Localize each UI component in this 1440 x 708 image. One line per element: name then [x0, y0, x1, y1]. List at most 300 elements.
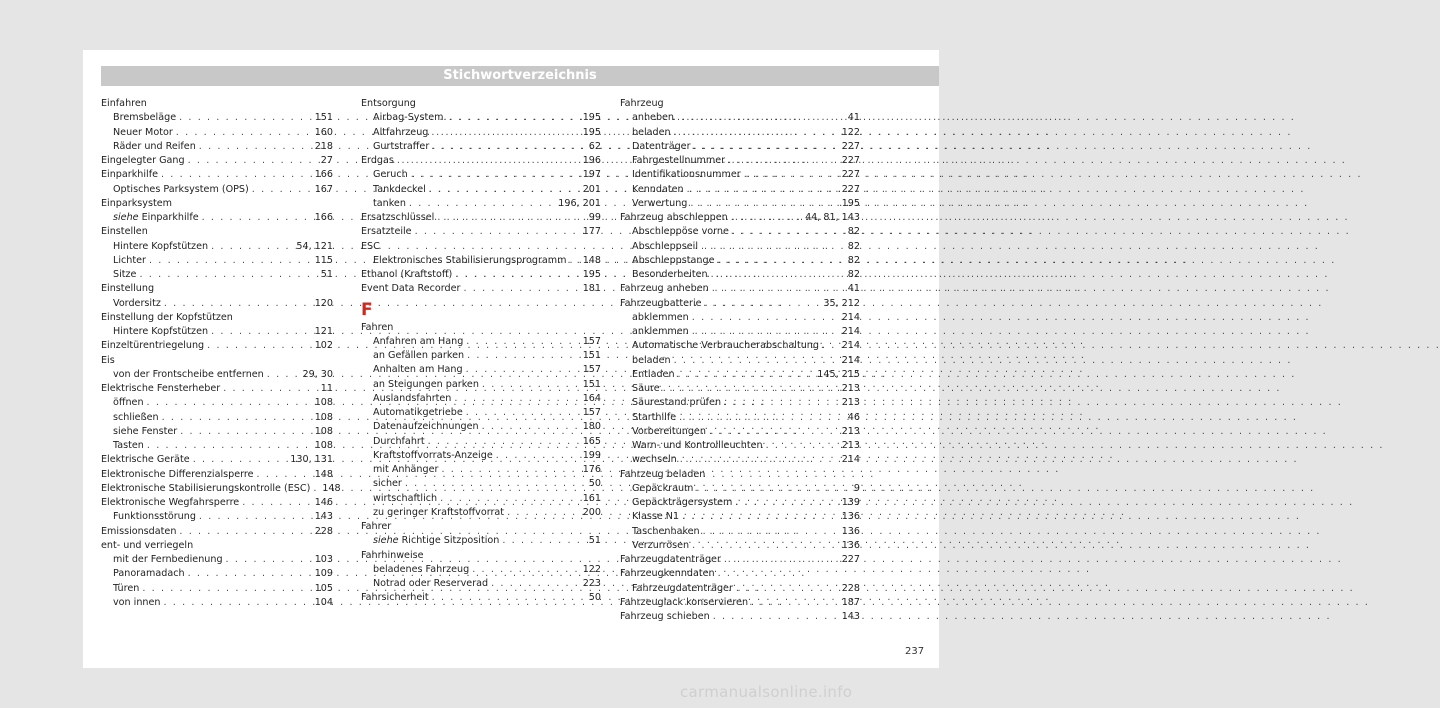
- entry-term-text: Auslandsfahrten: [373, 392, 452, 404]
- dot-leader: [450, 111, 580, 125]
- dot-leader: [502, 534, 585, 548]
- page-title: Stichwortverzeichnis: [101, 66, 939, 86]
- entry-term: [113, 111, 176, 125]
- entry-term-text: Besonderheiten: [632, 269, 708, 280]
- dot-leader: [161, 168, 312, 182]
- entry-term: [620, 282, 709, 296]
- index-heading: Fahrzeug beladen: [620, 468, 706, 480]
- entry-term: [632, 453, 677, 467]
- dot-leader: [405, 477, 586, 491]
- index-heading: Einstellung: [101, 283, 155, 295]
- entry-page: 213: [841, 425, 860, 437]
- entry-term-text: beladen: [632, 126, 671, 138]
- dot-leader: [569, 254, 579, 268]
- index-subentry: [361, 363, 601, 377]
- entry-page: 136: [841, 525, 860, 537]
- entry-term-text: Verwertung: [632, 197, 688, 209]
- entry-term: [632, 339, 819, 353]
- entry-term: [373, 111, 447, 125]
- entry-page: 213: [841, 397, 860, 409]
- dot-leader: [147, 396, 312, 410]
- index-subentry: [620, 582, 860, 596]
- page-number: 237: [905, 646, 925, 657]
- index-subentry: [620, 525, 860, 539]
- entry-page: 223: [582, 578, 601, 589]
- dot-leader: [188, 154, 318, 168]
- index-entry: [361, 154, 601, 168]
- entry-page: 227: [841, 155, 860, 166]
- entry-term-text: Räder und Reifen: [113, 140, 196, 152]
- entry-term-text: Kraftstoffvorrats-Anzeige: [373, 449, 493, 461]
- entry-term: [361, 268, 452, 282]
- entry-term: [373, 254, 566, 268]
- entry-term-text: Gurtstraffer: [373, 140, 430, 152]
- entry-term-text: Ethanol (Kraftstoff): [361, 269, 453, 280]
- index-entry: [101, 453, 333, 467]
- entry-term: [373, 392, 451, 406]
- entry-term: [101, 339, 204, 353]
- entry-page: 35, 212: [823, 297, 860, 309]
- entry-term-text: Vordersitz: [113, 297, 161, 309]
- entry-term: [373, 449, 493, 463]
- entry-term-text: Säurestand prüfen: [632, 397, 722, 409]
- dot-leader: [677, 111, 845, 125]
- entry-page: 122: [582, 563, 601, 575]
- dot-leader: [202, 211, 312, 225]
- entry-term-text: abklemmen: [632, 311, 689, 323]
- dot-leader: [692, 325, 839, 339]
- entry-term-text: Elektrische Geräte: [101, 454, 190, 466]
- entry-term: [632, 539, 689, 553]
- entry-term: [373, 463, 438, 477]
- entry-page: 200: [582, 506, 601, 518]
- entry-term: [373, 420, 479, 434]
- dot-leader: [267, 368, 300, 382]
- entry-page: 104: [314, 596, 333, 608]
- index-subentry: [620, 268, 860, 282]
- entry-term-text: Eingelegter Gang: [101, 155, 185, 166]
- entry-term: [373, 506, 504, 520]
- entry-term-text: Abschleppstange: [632, 254, 715, 266]
- entry-term-text: Lichter: [113, 254, 146, 266]
- entry-term-text: Hintere Kopfstützen: [113, 240, 209, 252]
- entry-term: [373, 492, 437, 506]
- entry-term: [101, 482, 310, 496]
- entry-term: [113, 268, 136, 282]
- entry-term: [373, 197, 406, 211]
- index-subentry: [620, 510, 860, 524]
- entry-term-text: Gepäckraum: [632, 482, 694, 494]
- entry-page: 120: [314, 297, 333, 309]
- dot-leader: [724, 553, 839, 567]
- entry-page: 41: [847, 283, 860, 295]
- index-column-3: [620, 97, 860, 624]
- index-subentry: [101, 368, 333, 382]
- index-subentry: [101, 439, 333, 453]
- dot-leader: [199, 140, 312, 154]
- entry-page: 54, 121: [296, 240, 333, 252]
- dot-leader: [431, 126, 579, 140]
- entry-page: 50: [588, 592, 601, 604]
- entry-term-text: Geruch: [373, 169, 408, 181]
- dot-leader: [766, 439, 839, 453]
- entry-term: [373, 335, 463, 349]
- entry-term: [101, 496, 239, 510]
- dot-leader: [731, 211, 802, 225]
- entry-term: [373, 168, 408, 182]
- entry-term-text: Airbag-System.: [373, 112, 447, 124]
- entry-term-text: Durchfahrt: [373, 435, 425, 447]
- entry-term: [113, 325, 208, 339]
- dot-leader: [709, 425, 839, 439]
- entry-term: [632, 382, 660, 396]
- entry-term-text: wirtschaftlich: [373, 492, 438, 504]
- index-subentry: [361, 449, 601, 463]
- entry-term: [373, 349, 464, 363]
- index-heading: Eis: [101, 354, 115, 366]
- index-heading: Einparksystem: [101, 197, 172, 209]
- entry-page: 82: [847, 269, 860, 280]
- entry-term-text: Erdgas: [361, 155, 394, 166]
- entry-term-text: Verzurrösen: [632, 539, 690, 551]
- entry-page: 115: [314, 254, 333, 266]
- entry-term: [101, 468, 254, 482]
- dot-leader: [663, 382, 839, 396]
- entry-term: [373, 577, 488, 591]
- entry-term-text: Datenaufzeichnungen: [373, 421, 479, 433]
- entry-page: 9: [853, 482, 860, 494]
- entry-page: 157: [582, 407, 601, 418]
- entry-page: 151: [314, 112, 333, 124]
- dot-leader: [472, 563, 579, 577]
- index-subentry: [620, 396, 860, 410]
- entry-term-text: Tankdeckel: [373, 183, 426, 195]
- entry-term-text: schließen: [113, 411, 159, 423]
- index-entry: [361, 211, 601, 225]
- entry-page: 214: [841, 340, 860, 352]
- entry-page: 181: [582, 283, 601, 295]
- dot-leader: [179, 111, 312, 125]
- index-subentry: [361, 378, 601, 392]
- dot-leader: [313, 482, 319, 496]
- index-subentry: [361, 111, 601, 125]
- entry-term: [373, 378, 479, 392]
- entry-term: [632, 425, 706, 439]
- entry-term: [361, 225, 412, 239]
- dot-leader: [678, 368, 815, 382]
- index-heading: Fahrzeugkenndaten: [620, 568, 715, 580]
- index-entry: [101, 496, 333, 510]
- dot-leader: [690, 197, 838, 211]
- index-entry: [101, 168, 333, 182]
- dot-leader: [744, 168, 839, 182]
- dot-leader: [735, 496, 838, 510]
- entry-term: [361, 211, 434, 225]
- entry-term-text: öffnen: [113, 397, 144, 409]
- dot-leader: [257, 468, 312, 482]
- index-entry: [361, 282, 601, 296]
- index-heading: Einstellung der Kopfstützen: [101, 311, 233, 323]
- entry-term-text: mit der Fernbedienung: [113, 554, 223, 565]
- entry-page: 167: [314, 183, 333, 195]
- entry-term: [632, 168, 741, 182]
- entry-term: [113, 596, 161, 610]
- entry-term: [620, 596, 748, 610]
- entry-page: 214: [841, 454, 860, 466]
- entry-term: [373, 563, 469, 577]
- index-subentry: [101, 297, 333, 311]
- entry-term: [632, 325, 689, 339]
- entry-term-text: Abschleppseil: [632, 240, 698, 252]
- dot-leader: [226, 553, 312, 567]
- index-subentry: [620, 197, 860, 211]
- entry-page: 201: [582, 183, 601, 195]
- entry-page: 227: [841, 140, 860, 152]
- index-heading: Entsorgung: [361, 98, 416, 109]
- see-reference: siehe: [113, 212, 139, 223]
- entry-page: 199: [582, 449, 601, 461]
- dot-leader: [149, 254, 312, 268]
- entry-page: 196, 201: [558, 197, 601, 209]
- dot-leader: [211, 325, 312, 339]
- entry-term-text: Fahrzeug schieben: [620, 611, 710, 622]
- entry-term-text: mit Anhänger: [373, 464, 439, 475]
- entry-term: [373, 183, 426, 197]
- entry-term: [373, 435, 425, 449]
- dot-leader: [496, 449, 580, 463]
- dot-leader: [415, 225, 580, 239]
- entry-term-text: Warn- und Kontrollleuchten: [632, 440, 763, 451]
- index-heading: Fahren: [361, 321, 394, 333]
- index-subentry: [361, 420, 601, 434]
- dot-leader: [466, 406, 580, 420]
- entry-page: 121: [314, 326, 333, 337]
- dot-leader: [411, 168, 580, 182]
- entry-page: 177: [582, 226, 601, 238]
- index-subentry: [620, 183, 860, 197]
- entry-term: [632, 197, 687, 211]
- entry-page: 161: [582, 492, 601, 504]
- entry-term-text: Elektronische Wegfahrsperre: [101, 497, 240, 508]
- entry-term: [361, 282, 460, 296]
- index-subentry: [620, 325, 860, 339]
- entry-term-text: zu geringer Kraftstoffvorrat: [373, 506, 505, 518]
- dot-leader: [728, 154, 839, 168]
- entry-page: 165: [582, 435, 601, 447]
- entry-term-text: Elektrische Fensterheber: [101, 383, 221, 394]
- dot-leader: [466, 363, 580, 377]
- index-column-1: [101, 97, 341, 610]
- index-subentry: [620, 539, 860, 553]
- index-subentry: [101, 126, 333, 140]
- entry-page: 187: [841, 596, 860, 608]
- index-subentry: [620, 368, 860, 382]
- dot-leader: [674, 354, 839, 368]
- index-entry: [620, 211, 860, 225]
- entry-term: [632, 396, 721, 410]
- dot-leader: [437, 211, 585, 225]
- index-entry: [620, 282, 860, 296]
- entry-term: [632, 140, 691, 154]
- index-entry: [101, 339, 333, 353]
- entry-page: 136: [841, 511, 860, 523]
- index-subentry: [620, 240, 860, 254]
- entry-page: 122: [841, 126, 860, 138]
- entry-page: 108: [314, 425, 333, 437]
- entry-term-text: Anhalten am Hang: [373, 364, 463, 376]
- entry-term: [373, 140, 429, 154]
- entry-term: [113, 553, 223, 567]
- dot-leader: [712, 282, 845, 296]
- index-subentry: [620, 140, 860, 154]
- entry-page: 218: [314, 140, 333, 152]
- entry-term-text: Ersatzteile: [361, 226, 412, 238]
- index-subentry: [101, 211, 333, 225]
- entry-page: 214: [841, 354, 860, 366]
- dot-leader: [162, 411, 312, 425]
- entry-page: 213: [841, 440, 860, 451]
- entry-term-text: wechseln: [632, 454, 677, 466]
- entry-page: 176: [582, 464, 601, 475]
- entry-term-text: Ersatzschlüssel: [361, 212, 435, 223]
- entry-term: [113, 396, 144, 410]
- entry-term: [373, 363, 463, 377]
- entry-page: 99: [588, 212, 601, 223]
- index-subentry: [620, 453, 860, 467]
- entry-term-text: Datenträger: [632, 140, 691, 152]
- dot-leader: [692, 539, 839, 553]
- entry-page: 227: [841, 169, 860, 181]
- entry-page: 108: [314, 397, 333, 409]
- index-subentry: [361, 406, 601, 420]
- index-subentry: [361, 335, 601, 349]
- index-subentry: [361, 534, 601, 548]
- index-subentry: [620, 339, 860, 353]
- dot-leader: [724, 396, 839, 410]
- dot-leader: [454, 392, 579, 406]
- entry-page: 148: [314, 468, 333, 480]
- entry-term-text: Notrad oder Reserverad: [373, 578, 489, 589]
- entry-page: 195: [582, 112, 601, 124]
- dot-leader: [736, 582, 839, 596]
- entry-page: 50: [588, 478, 601, 490]
- entry-term: [113, 439, 144, 453]
- dot-leader: [703, 525, 839, 539]
- entry-page: 143: [841, 611, 860, 622]
- index-entry: [101, 525, 333, 539]
- entry-term-text: an Steigungen parken: [373, 378, 479, 390]
- index-heading: Einfahren: [101, 98, 147, 109]
- entry-term-text: Abschleppöse vorne: [632, 226, 729, 238]
- entry-term: [632, 268, 708, 282]
- entry-term-text: Einzeltürentriegelung: [101, 340, 205, 352]
- watermark: carmanualsonline.info: [680, 683, 853, 701]
- index-subentry: [620, 354, 860, 368]
- entry-page: 228: [841, 582, 860, 594]
- entry-term: [113, 183, 249, 197]
- index-subentry: [361, 492, 601, 506]
- dot-leader: [207, 339, 312, 353]
- entry-term-text: Altfahrzeug: [373, 126, 429, 138]
- dot-leader: [682, 510, 839, 524]
- entry-term: [632, 154, 725, 168]
- entry-page: 29, 30: [302, 368, 333, 380]
- index-heading: Fahrhinweise: [361, 549, 424, 561]
- dot-leader: [432, 591, 586, 605]
- index-subentry: [101, 425, 333, 439]
- entry-term-text: Klasse N1: [632, 511, 680, 523]
- entry-term: [101, 154, 185, 168]
- index-subentry: [361, 126, 601, 140]
- entry-term-text: Optisches Parksystem (OPS): [113, 183, 249, 195]
- index-entry: [101, 482, 341, 496]
- entry-term-text: Bremsbeläge: [113, 112, 177, 124]
- index-subentry: [620, 168, 860, 182]
- entry-page: 103: [314, 554, 333, 565]
- dot-leader: [679, 411, 845, 425]
- dot-leader: [188, 567, 312, 581]
- entry-page: 82: [847, 240, 860, 252]
- entry-page: 143: [314, 511, 333, 523]
- dot-leader: [179, 525, 311, 539]
- index-subentry: [361, 506, 601, 520]
- index-heading: Fahrzeug: [620, 98, 664, 109]
- entry-term: [113, 240, 208, 254]
- index-entry: [101, 154, 333, 168]
- entry-term-text: an Gefällen parken: [373, 350, 465, 361]
- dot-leader: [429, 183, 580, 197]
- index-letter: F: [361, 299, 373, 320]
- index-subentry: [361, 197, 601, 211]
- dot-leader: [751, 596, 839, 610]
- index-subentry: [620, 482, 860, 496]
- index-subentry: [101, 325, 333, 339]
- dot-leader: [139, 268, 317, 282]
- see-reference: siehe: [373, 535, 399, 547]
- entry-term-text: Fahrzeug abschleppen: [620, 212, 728, 223]
- entry-term: [632, 411, 676, 425]
- index-subentry: [361, 168, 601, 182]
- entry-term-text: Emissionsdaten: [101, 525, 177, 537]
- entry-term-text: Einparkhilfe: [101, 169, 158, 181]
- entry-page: 196: [582, 155, 601, 166]
- entry-term: [373, 477, 402, 491]
- entry-term: [632, 368, 675, 382]
- entry-term-text: Fahrzeuglack konservieren: [620, 596, 749, 608]
- index-entry: [361, 591, 601, 605]
- entry-page: 195: [582, 126, 601, 138]
- entry-term: [113, 510, 196, 524]
- entry-term-text: Sitze: [113, 269, 137, 280]
- entry-term-text: Automatikgetriebe: [373, 407, 463, 418]
- entry-term: [632, 183, 684, 197]
- entry-page: 130, 131: [290, 454, 333, 466]
- entry-page: 180: [582, 421, 601, 433]
- dot-leader: [713, 610, 839, 624]
- dot-leader: [705, 297, 821, 311]
- index-subentry: [101, 268, 333, 282]
- index-subentry: [361, 477, 601, 491]
- entry-page: 51: [320, 269, 333, 280]
- entry-term-text: von innen: [113, 596, 161, 608]
- index-subentry: [620, 126, 860, 140]
- entry-term: [113, 582, 139, 596]
- dot-leader: [409, 197, 555, 211]
- entry-term: [113, 425, 177, 439]
- dot-leader: [180, 425, 312, 439]
- index-column-2: [361, 97, 601, 606]
- entry-page: 151: [582, 378, 601, 390]
